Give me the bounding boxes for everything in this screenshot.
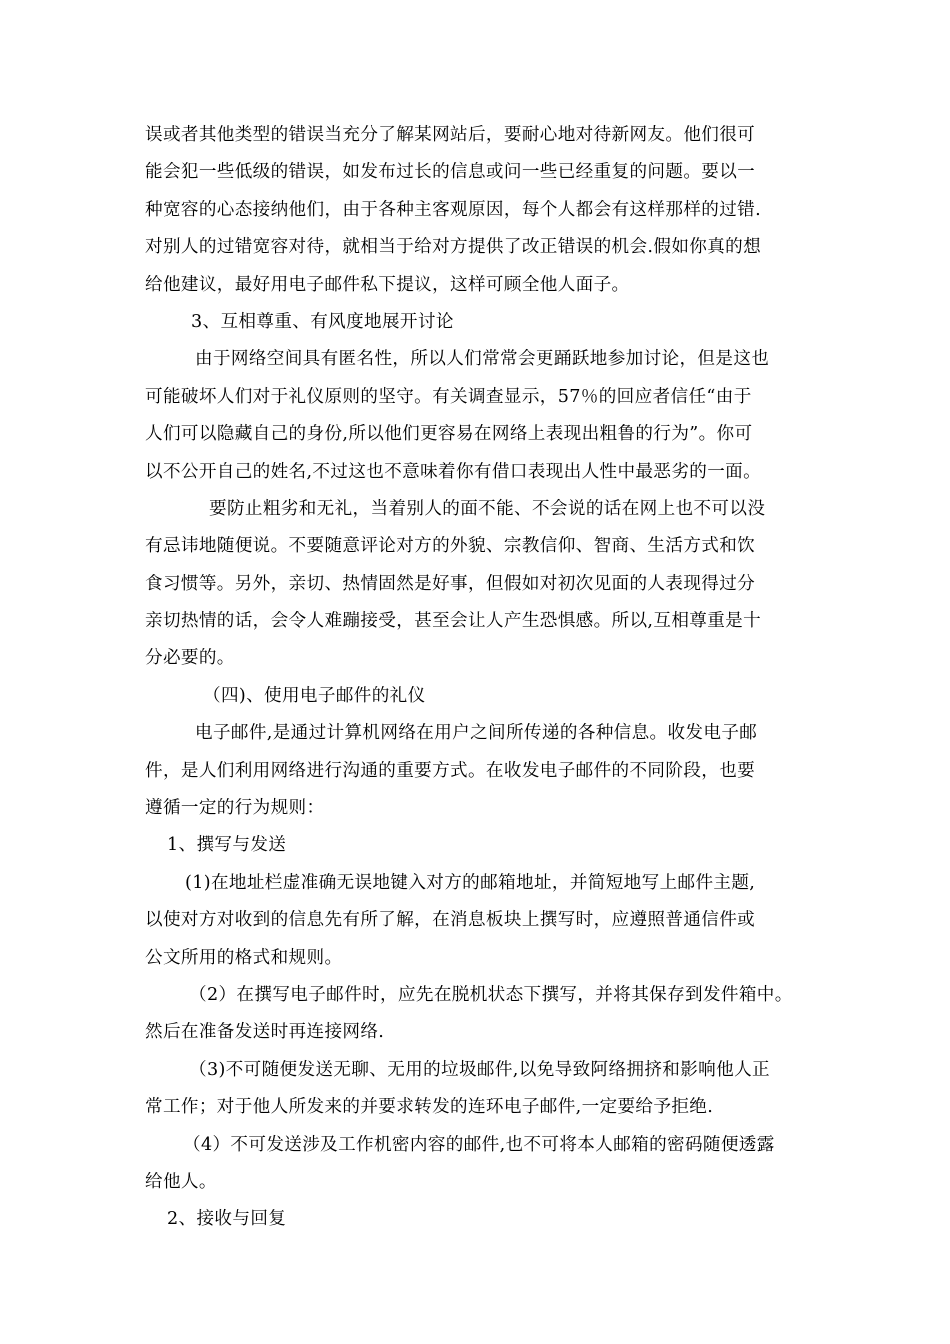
paragraph-line: 公文所用的格式和规则。 (145, 947, 343, 968)
paragraph-line: 种宽容的心态接纳他们，由于各种主客观原因，每个人都会有这样那样的过错. (145, 199, 762, 220)
paragraph-line: (1)在地址栏虚准确无误地键入对方的邮箱地址，并简短地写上邮件主题, (185, 872, 756, 893)
paragraph-line: 有忌讳地随便说。不要随意评论对方的外貌、宗教信仰、智商、生活方式和饮 (145, 536, 756, 557)
paragraph-line: 常工作；对于他人所发来的并要求转发的连环电子邮件,一定要给予拒绝. (145, 1097, 714, 1118)
paragraph-line: 食习惯等。另外，亲切、热情固然是好事，但假如对初次见面的人表现得过分 (145, 573, 756, 594)
paragraph-line: 误或者其他类型的错误当充分了解某网站后，要耐心地对待新网友。他们很可 (145, 125, 756, 145)
paragraph-line: 以不公开自己的姓名,不过这也不意味着你有借口表现出人性中最恶劣的一面。 (145, 461, 762, 482)
subsection-heading: 1、撰写与发送 (167, 835, 287, 856)
paragraph-line: 亲切热情的话，会令人难蹦接受，甚至会让人产生恐惧感。所以,互相尊重是十 (145, 611, 762, 632)
subsection-heading: 2、接收与回复 (167, 1209, 287, 1230)
paragraph-line: 电子邮件,是通过计算机网络在用户之间所传递的各种信息。收发电子邮 (195, 723, 758, 744)
paragraph-line: 人们可以隐藏自己的身份,所以他们更容易在网络上表现出粗鲁的行为”。你可 (145, 424, 753, 445)
paragraph-line: （4）不可发送涉及工作机密内容的邮件,也不可将本人邮箱的密码随便透露 (183, 1134, 775, 1155)
paragraph-line: 分必要的。 (145, 648, 235, 669)
paragraph-line: 能会犯一些低级的错误，如发布过长的信息或问一些已经重复的问题。要以一 (145, 162, 756, 183)
paragraph-line: 以使对方对收到的信息先有所了解，在消息板块上撰写时，应遵照普通信件或 (145, 910, 756, 931)
paragraph-line: 然后在准备发送时再连接网络. (145, 1022, 385, 1043)
section-heading: （四)、使用电子邮件的礼仪 (203, 685, 426, 706)
paragraph-line: （3)不可随便发送无聊、无用的垃圾邮件,以免导致阿络拥挤和影响他人正 (189, 1059, 770, 1080)
paragraph-line: 由于网络空间具有匿名性，所以人们常常会更踊跃地参加讨论，但是这也 (195, 349, 770, 370)
section-heading: 3、互相尊重、有风度地展开讨论 (191, 311, 454, 332)
paragraph-line: 给他人。 (145, 1171, 217, 1192)
paragraph-line: 件，是人们利用网络进行沟通的重要方式。在收发电子邮件的不同阶段，也要 (145, 760, 756, 781)
paragraph-line: 可能破坏人们对于礼仪原则的坚守。有关调查显示，57％的回应者信任“由于 (145, 386, 752, 407)
paragraph-line: 给他建议，最好用电子邮件私下提议，这样可顾全他人面子。 (145, 274, 630, 295)
paragraph-line: （2）在撰写电子邮件时，应先在脱机状态下撰写，并将其保存到发件箱中。 (189, 984, 793, 1005)
document-body (145, 117, 817, 1239)
paragraph-line: 要防止粗劣和无礼，当着别人的面不能、不会说的话在网上也不可以没 (209, 498, 766, 519)
paragraph-line: 对别人的过错宽容对待，就相当于给对方提供了改正错误的机会.假如你真的想 (145, 237, 762, 258)
paragraph-line: 遵循一定的行为规则： (145, 798, 325, 819)
